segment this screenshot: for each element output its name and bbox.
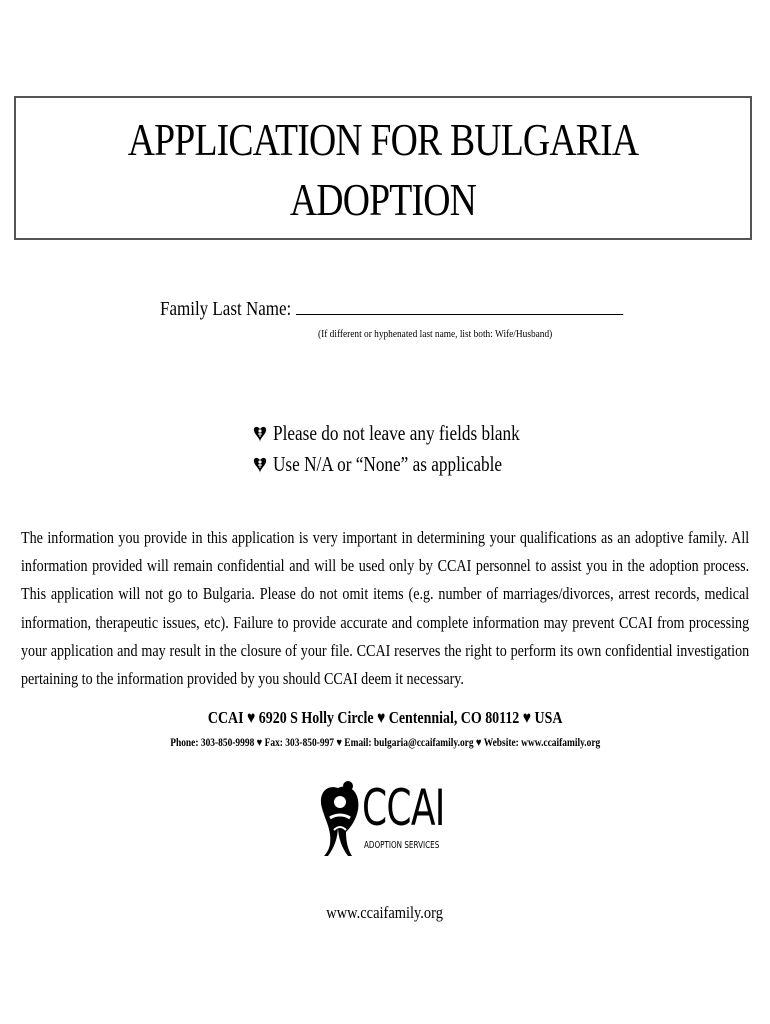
document-title-line-2: ADOPTION: [289, 174, 477, 225]
website-link[interactable]: www.ccaifamily.org: [326, 903, 444, 922]
logo-figure-icon: [316, 778, 362, 858]
family-last-name-row: [160, 296, 624, 321]
contact-text: Phone: 303-850-9998 ♥ Fax: 303-850-997 ♥ Email: bulgaria@ccaifamily.org ♥ Website: www.ccaifamily.org: [169, 737, 601, 749]
intro-paragraph: The information you provide in this application is very important in determining your qualifications as an adoptive family. All information provided will remain confidential and will be used only by CCAI personnel to assist you in the adoption process. This application will not go to Bulgaria. Please do not omit items (e.g. number of marriages/divorces, arrest records, medical information, therapeutic issues, etc). Failure to provide accurate and complete information may prevent CCAI from processing your application and may result in the closure of your file. CCAI reserves the right to perform its own confidential investigation pertaining to the information provided by you should CCAI deem it necessary.: [21, 528, 750, 689]
document-title-line-1: APPLICATION FOR BULGARIA: [127, 114, 639, 165]
family-last-name-label: Family Last Name:: [160, 298, 292, 320]
instruction-text: Use N/A or “None” as applicable: [273, 452, 503, 476]
intro-paragraph-container: [21, 524, 749, 693]
website-line: [0, 903, 770, 923]
logo-text: CCAI: [362, 779, 445, 837]
address-text: CCAI ♥ 6920 S Holly Circle ♥ Centennial, CO 80112 ♥ USA: [207, 708, 563, 727]
family-last-name-field[interactable]: [296, 296, 623, 315]
instructions-list: [253, 418, 574, 480]
instruction-text: Please do not leave any fields blank: [273, 421, 520, 445]
ccai-logo: [316, 778, 456, 862]
contact-line: [0, 737, 770, 749]
family-last-name-note: (If different or hyphenated last name, list both: Wife/Husband): [318, 328, 553, 340]
instruction-item: [253, 418, 574, 449]
heart-figure-icon: [253, 425, 267, 443]
title-box: [14, 96, 752, 240]
logo-subtext: ADOPTION SERVICES: [364, 840, 440, 851]
heart-figure-icon: [253, 456, 267, 474]
instruction-item: [253, 449, 574, 480]
address-line: [0, 708, 770, 728]
